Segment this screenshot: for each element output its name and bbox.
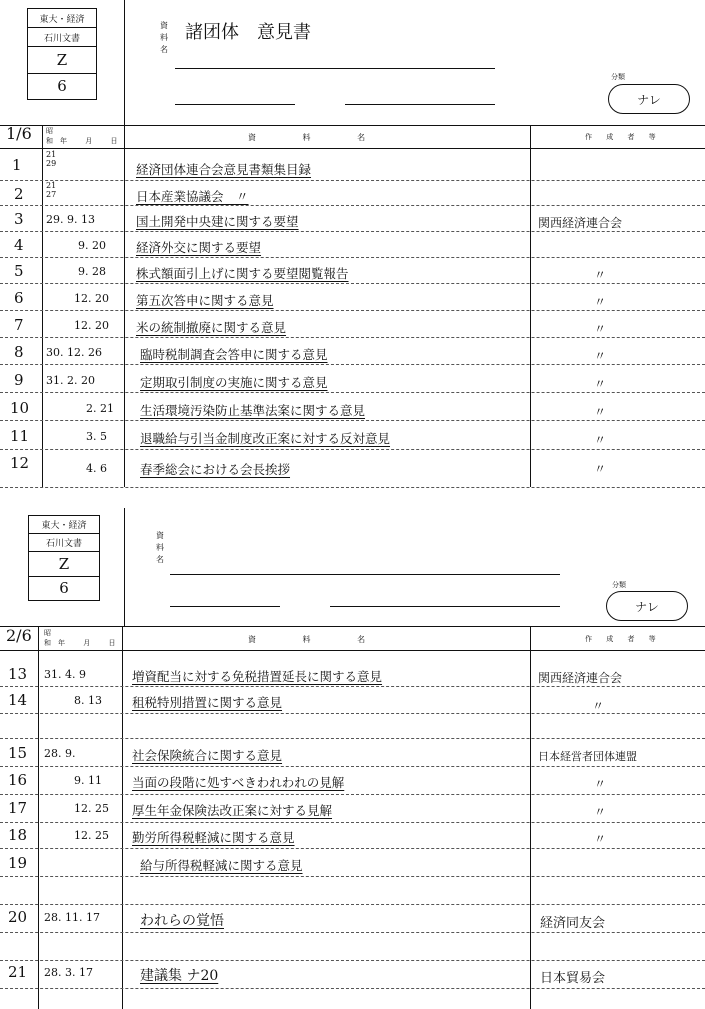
- row-date: 12. 25: [74, 829, 109, 842]
- row-title: 第五次答申に関する意見: [136, 293, 274, 308]
- row-number: 3: [14, 210, 24, 228]
- row-title: 臨時税制調査会答申に関する意見: [140, 347, 328, 362]
- header-era: 昭和: [44, 629, 51, 647]
- row-title: 租税特別措置に関する意見: [132, 695, 283, 710]
- page-mark: 2/6: [6, 626, 32, 645]
- material-label: 資料名: [156, 531, 164, 564]
- row-date: 4. 6: [86, 462, 107, 475]
- row-author: 関西経済連合会: [538, 216, 623, 230]
- row-date: 31. 2. 20: [46, 374, 95, 387]
- row-title: 建議集 ナ20: [140, 968, 219, 984]
- stamp-line1: 東大・経済: [29, 516, 99, 534]
- row-number: 9: [14, 371, 24, 389]
- classification-oval: ナレ: [606, 591, 688, 621]
- classification-label: 分類: [611, 73, 625, 81]
- row-title: 経済団体連合会意見書類集目録: [136, 162, 312, 177]
- row-author: 〃: [594, 377, 607, 391]
- row-author: 〃: [594, 777, 607, 791]
- row-title: 勤労所得税軽減に関する意見: [132, 830, 295, 845]
- row-number: 6: [14, 289, 24, 307]
- row-author: 経済同友会: [540, 916, 606, 931]
- row-number: 2: [14, 185, 24, 203]
- row-author: 〃: [594, 405, 607, 419]
- archive-stamp: [28, 515, 100, 601]
- classification-label: 分類: [612, 581, 626, 589]
- stamp-code-bottom: 6: [57, 77, 67, 95]
- row-number: 14: [8, 691, 28, 709]
- row-date: 30. 12. 26: [46, 346, 102, 359]
- row-author: 〃: [594, 322, 607, 336]
- row-title: 株式額面引上げに関する要望閲覧報告: [136, 266, 349, 281]
- row-title: 国土開発中央建に関する要望: [136, 214, 299, 229]
- row-title: 増資配当に対する免税措置延長に関する意見: [132, 669, 383, 684]
- header-era: 昭和: [46, 127, 53, 145]
- stamp-line2: 石川文書: [29, 534, 99, 552]
- row-author: 関西経済連合会: [538, 671, 623, 685]
- classification-oval: ナレ: [608, 84, 690, 114]
- row-author: 〃: [592, 699, 605, 713]
- row-author: 〃: [594, 805, 607, 819]
- header-date: 年 月 日: [60, 137, 126, 145]
- row-author: 〃: [594, 462, 607, 476]
- row-author: 〃: [594, 349, 607, 363]
- row-title: 厚生年金保険法改正案に対する見解: [132, 803, 333, 818]
- row-date: 21 27: [46, 181, 57, 199]
- row-date: 12. 20: [74, 292, 109, 305]
- row-title: 給与所得税軽減に関する意見: [140, 858, 303, 873]
- page-mark: 1/6: [6, 124, 32, 143]
- row-number: 1: [12, 156, 22, 174]
- row-date: 31. 4. 9: [44, 668, 86, 681]
- row-date: 12. 25: [74, 802, 109, 815]
- stamp-code-bottom: 6: [59, 579, 69, 597]
- row-date: 9. 28: [78, 265, 106, 278]
- row-title: 春季総会における会長挨拶: [140, 462, 291, 477]
- stamp-line2: 石川文書: [28, 28, 96, 47]
- row-date: 28. 3. 17: [44, 966, 93, 979]
- archive-stamp: [27, 8, 97, 100]
- header-title: 資 料 名: [248, 133, 388, 142]
- header-date: 年 月 日: [58, 639, 124, 647]
- row-title: 日本産業協議会 〃: [136, 189, 249, 204]
- binding-line: [124, 0, 125, 125]
- header-title: 資 料 名: [248, 635, 388, 644]
- material-name: 諸团体 意見書: [185, 22, 311, 43]
- row-title: 生活環境汚染防止基準法案に関する意見: [140, 403, 366, 418]
- row-number: 5: [14, 262, 24, 280]
- row-date: 12. 20: [74, 319, 109, 332]
- row-number: 21: [8, 963, 28, 981]
- binding-line: [124, 508, 125, 626]
- row-number: 20: [8, 908, 28, 926]
- header-author: 作 成 者 等: [585, 133, 662, 141]
- row-author: 〃: [594, 832, 607, 846]
- row-number: 12: [10, 454, 30, 472]
- header-author: 作 成 者 等: [585, 635, 662, 643]
- row-date: 2. 21: [86, 402, 114, 415]
- row-date: 28. 11. 17: [44, 911, 100, 924]
- row-title: 米の統制撤廃に関する意見: [136, 320, 287, 335]
- row-title: われらの覚悟: [140, 913, 224, 929]
- row-number: 13: [8, 665, 28, 683]
- row-title: 経済外交に関する要望: [136, 240, 262, 255]
- row-author: 日本貿易会: [540, 971, 606, 986]
- row-number: 18: [8, 826, 28, 844]
- stamp-code-top: Z: [29, 552, 99, 577]
- stamp-code-top: Z: [28, 47, 96, 74]
- row-date: 29. 9. 13: [46, 213, 95, 226]
- row-title: 退職給与引当金制度改正案に対する反対意見: [140, 431, 391, 446]
- row-date: 21 29: [46, 150, 57, 168]
- row-number: 4: [14, 236, 24, 254]
- material-label: 資料名: [160, 21, 168, 54]
- row-author: 〃: [594, 295, 607, 309]
- row-title: 当面の段階に処すべきわれわれの見解: [132, 775, 345, 790]
- row-date: 9. 11: [74, 774, 102, 787]
- row-date: 8. 13: [74, 694, 102, 707]
- row-number: 7: [14, 316, 24, 334]
- row-title: 定期取引制度の実施に関する意見: [140, 375, 328, 390]
- row-author: 日本経営者団体連盟: [538, 750, 637, 763]
- row-number: 16: [8, 771, 28, 789]
- row-number: 15: [8, 744, 28, 762]
- row-number: 8: [14, 343, 24, 361]
- row-date: 3. 5: [86, 430, 107, 443]
- row-title: 社会保険統合に関する意見: [132, 748, 283, 763]
- stamp-line1: 東大・経済: [28, 9, 96, 28]
- row-number: 17: [8, 799, 28, 817]
- row-date: 28. 9.: [44, 747, 76, 760]
- row-number: 19: [8, 854, 28, 872]
- row-number: 10: [10, 399, 30, 417]
- row-number: 11: [10, 427, 30, 445]
- row-author: 〃: [594, 433, 607, 447]
- row-date: 9. 20: [78, 239, 106, 252]
- row-author: 〃: [594, 268, 607, 282]
